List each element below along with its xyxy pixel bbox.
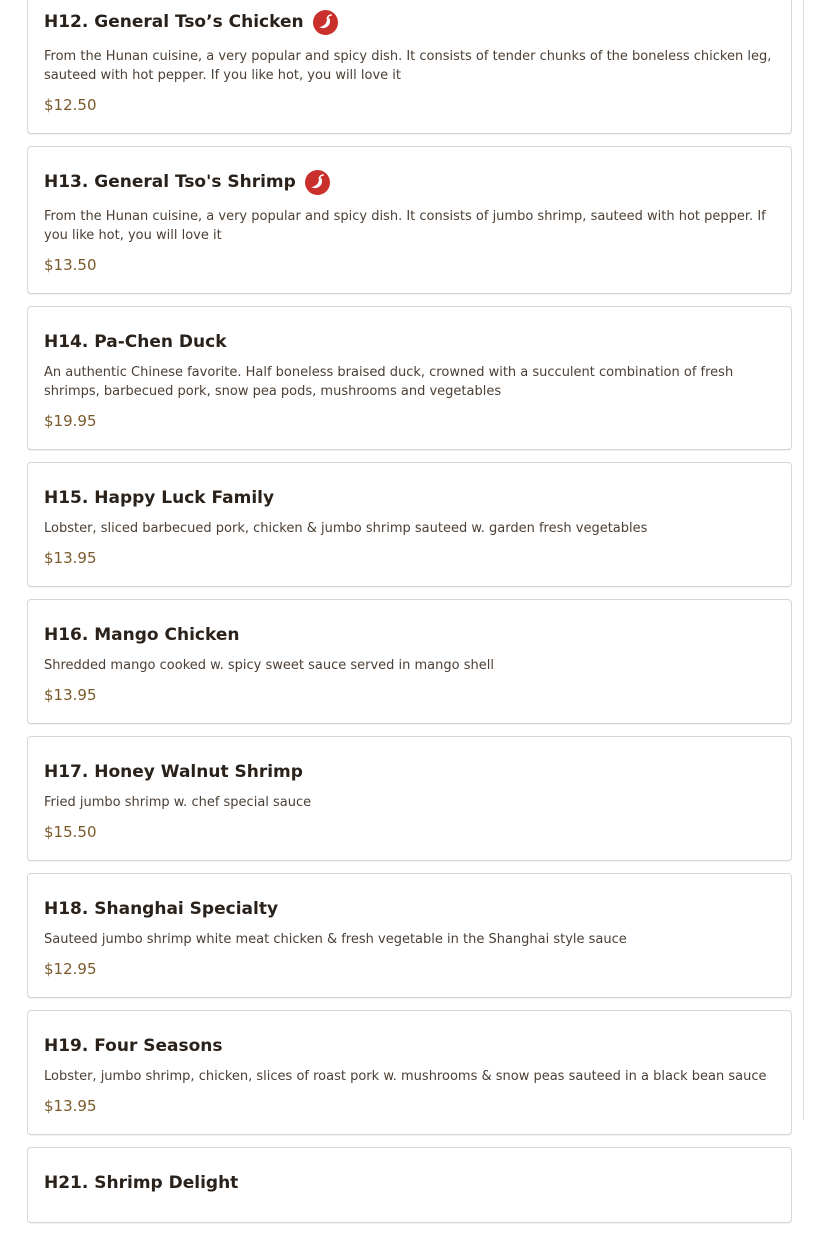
menu-item-header	[44, 11, 775, 33]
menu-item-header	[44, 171, 775, 193]
menu-item-card[interactable]	[27, 462, 792, 587]
menu-item-header	[44, 331, 775, 353]
menu-item-header	[44, 624, 775, 646]
menu-item-price: $13.95	[44, 549, 97, 567]
menu-item-description: Sauteed jumbo shrimp white meat chicken & fresh vegetable in the Shanghai style sauce	[44, 932, 627, 947]
menu-item-title: H14. Pa-Chen Duck	[44, 332, 227, 352]
menu-item-card[interactable]	[27, 1010, 792, 1135]
menu-item-title: H16. Mango Chicken	[44, 625, 240, 645]
menu-item-card[interactable]	[27, 1147, 792, 1223]
menu-item-title: H13. General Tso's Shrimp	[44, 172, 296, 192]
menu-item-header	[44, 1172, 775, 1194]
menu-item-card[interactable]	[27, 736, 792, 861]
chili-pepper-icon	[313, 10, 338, 35]
menu-item-price: $19.95	[44, 412, 97, 430]
menu-item-title: H17. Honey Walnut Shrimp	[44, 762, 303, 782]
menu-item-description: From the Hunan cuisine, a very popular and spicy dish. It consists of jumbo shrimp, sauteed with hot pepper. If you like hot, you will love it	[44, 209, 766, 243]
menu-item-card[interactable]	[27, 873, 792, 998]
menu-item-description: Lobster, jumbo shrimp, chicken, slices of roast pork w. mushrooms & snow peas sauteed in a black bean sauce	[44, 1069, 767, 1084]
menu-item-card[interactable]	[27, 0, 792, 134]
menu-item-price: $15.50	[44, 823, 97, 841]
menu-item-header	[44, 1035, 775, 1057]
menu-item-title: H15. Happy Luck Family	[44, 488, 275, 508]
menu-item-description: Shredded mango cooked w. spicy sweet sauce served in mango shell	[44, 658, 494, 673]
menu-item-card[interactable]	[27, 599, 792, 724]
menu-item-description: From the Hunan cuisine, a very popular and spicy dish. It consists of tender chunks of the boneless chicken leg, sauteed with hot pepper. If you like hot, you will love it	[44, 49, 772, 83]
menu-item-price: $12.95	[44, 960, 97, 978]
menu-item-price: $12.50	[44, 96, 97, 114]
menu-item-title: H19. Four Seasons	[44, 1036, 223, 1056]
menu-item-header	[44, 761, 775, 783]
menu-item-description: Lobster, sliced barbecued pork, chicken & jumbo shrimp sauteed w. garden fresh vegetables	[44, 521, 648, 536]
menu-item-title: H21. Shrimp Delight	[44, 1173, 239, 1193]
menu-item-title: H18. Shanghai Specialty	[44, 899, 279, 919]
menu-item-list	[27, 0, 792, 1235]
menu-item-header	[44, 898, 775, 920]
page-right-border	[803, 0, 804, 1120]
menu-item-price: $13.95	[44, 1097, 97, 1115]
menu-item-price: $13.95	[44, 686, 97, 704]
menu-item-price: $13.50	[44, 256, 97, 274]
menu-item-card[interactable]	[27, 306, 792, 450]
menu-item-title: H12. General Tso’s Chicken	[44, 12, 304, 32]
chili-pepper-icon	[305, 170, 330, 195]
menu-item-description: Fried jumbo shrimp w. chef special sauce	[44, 795, 312, 810]
menu-item-header	[44, 487, 775, 509]
menu-item-card[interactable]	[27, 146, 792, 294]
menu-item-description: An authentic Chinese favorite. Half boneless braised duck, crowned with a succulent combination of fresh shrimps, barbecued pork, snow pea pods, mushrooms and vegetables	[44, 365, 734, 399]
